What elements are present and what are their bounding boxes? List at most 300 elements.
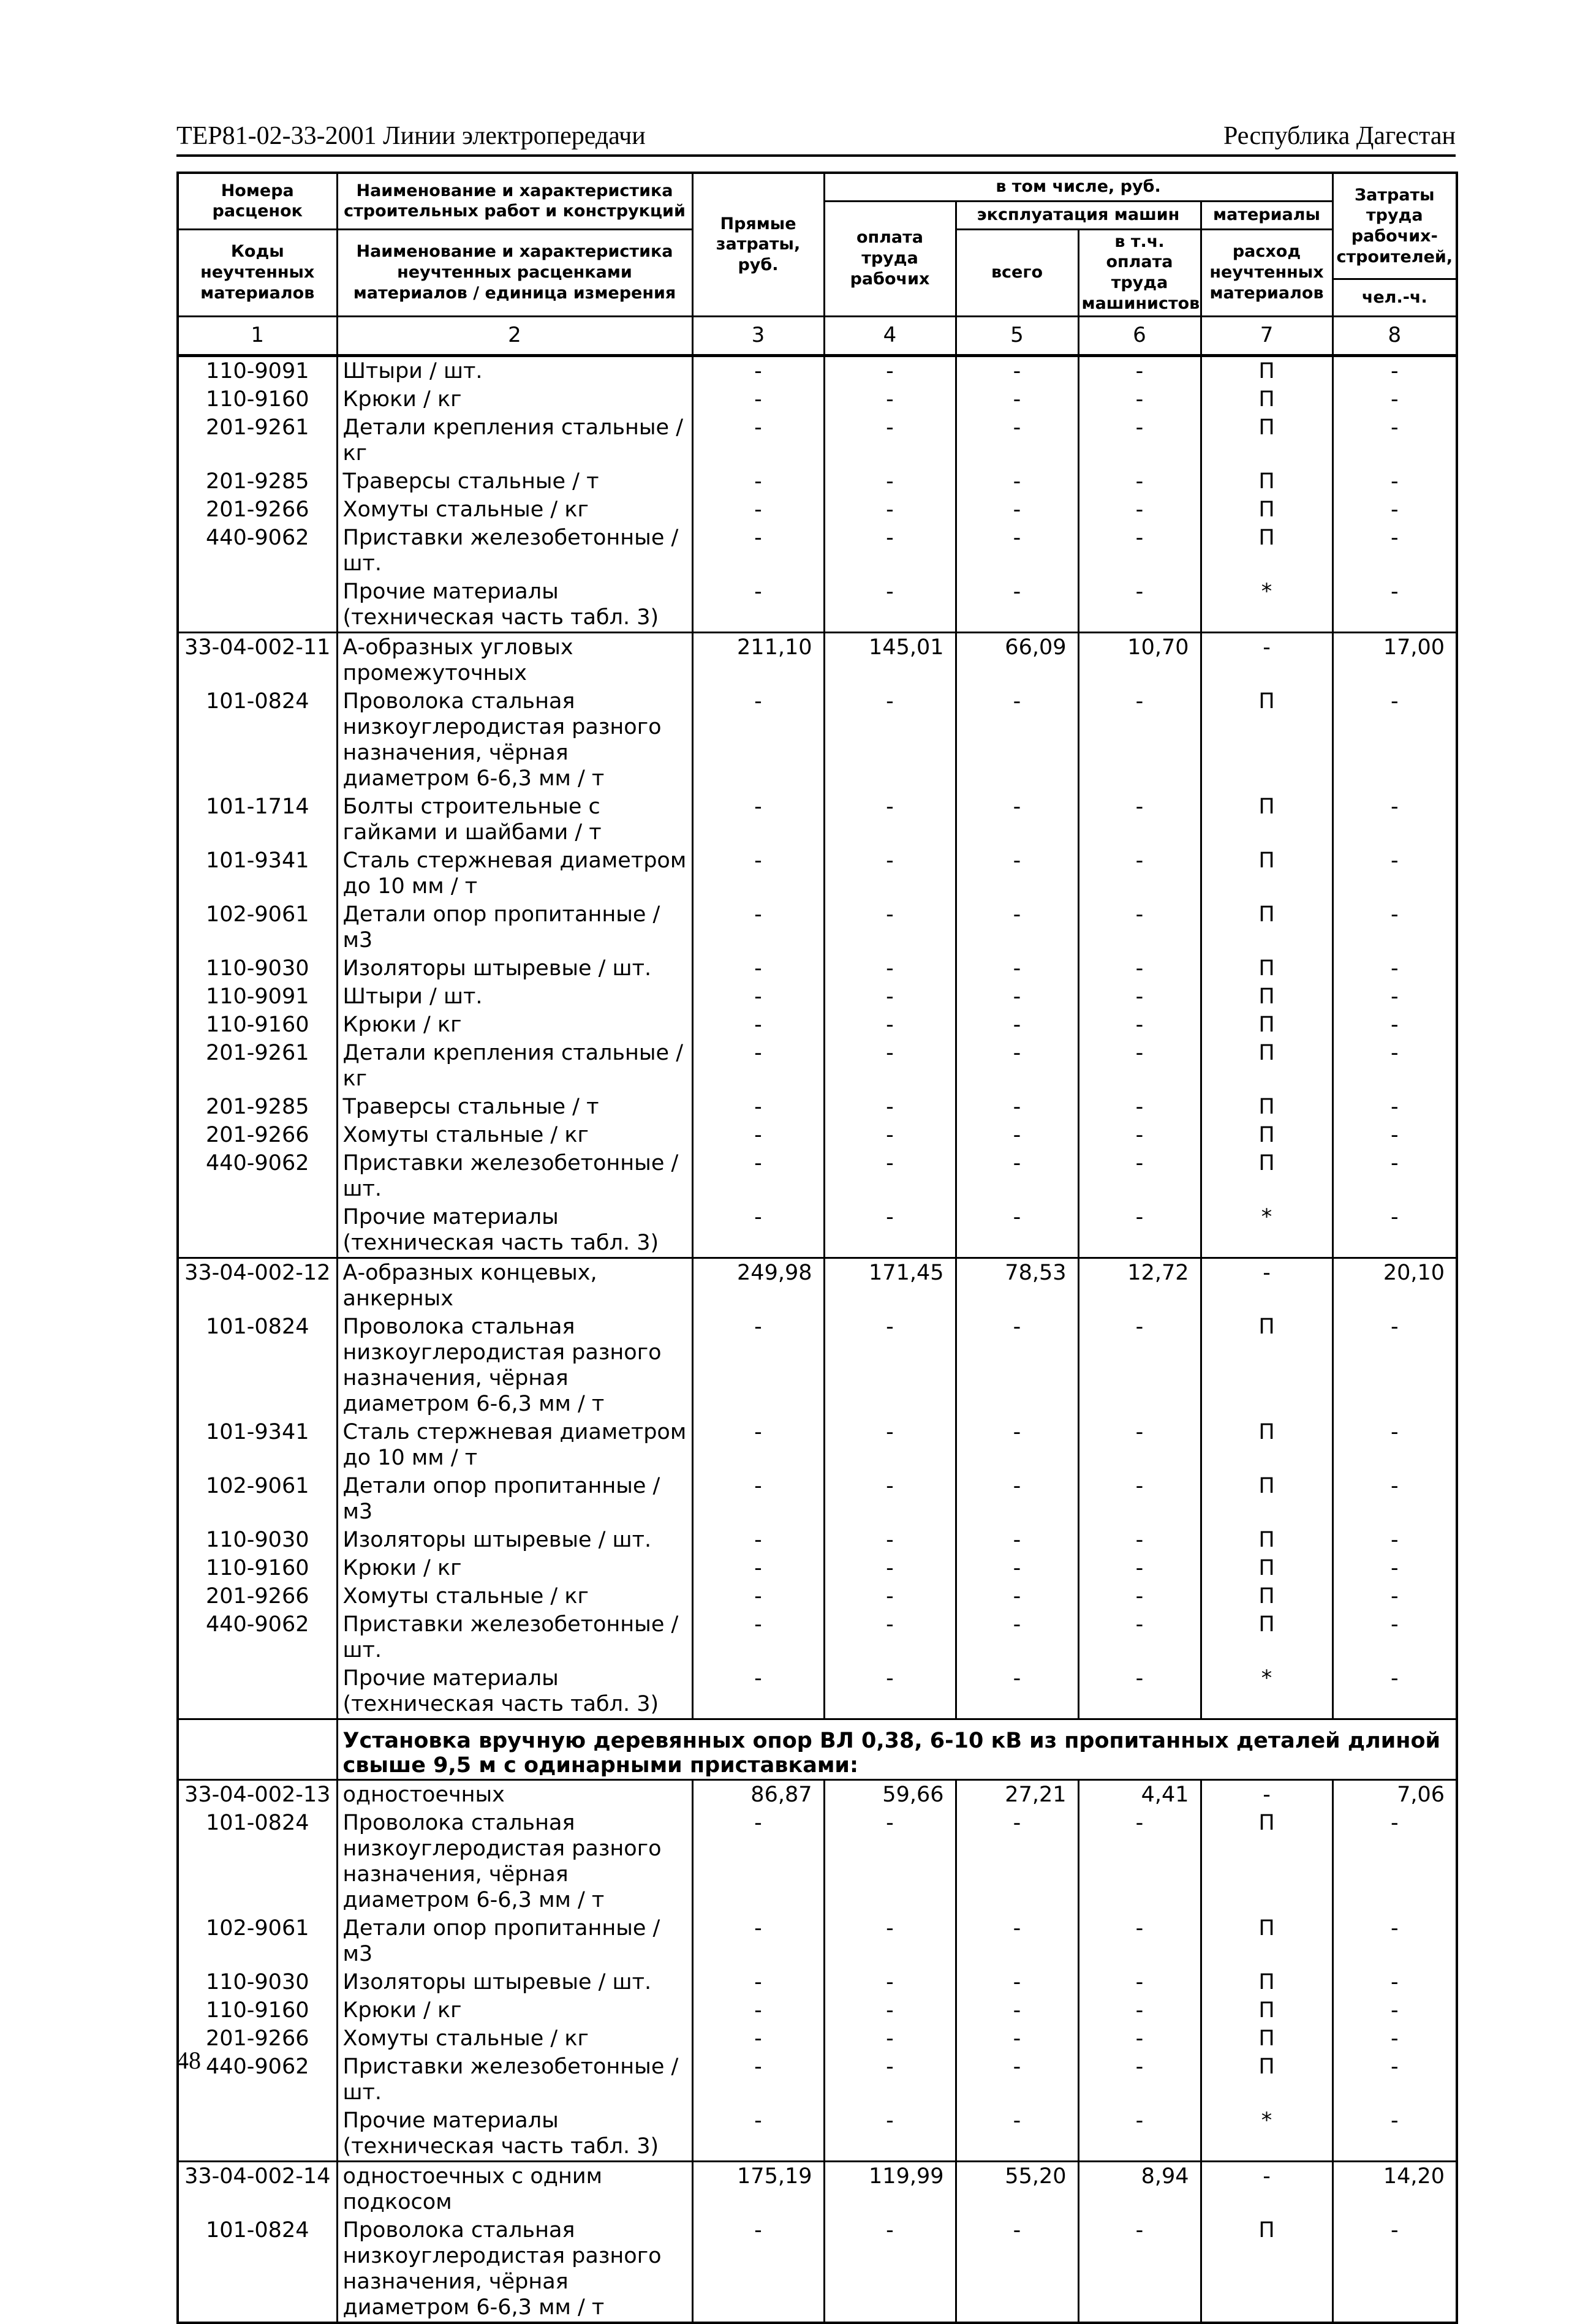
row-code: 101-0824 — [178, 1313, 337, 1418]
row-name: Приставки железобетонные /шт. — [337, 524, 692, 578]
material-row — [178, 1914, 1457, 1968]
labor-pay-cell: - — [824, 793, 956, 847]
machines-total-cell: - — [956, 1149, 1078, 1203]
machines-total-cell: - — [956, 1914, 1078, 1968]
labor-pay-cell: - — [824, 1809, 956, 1914]
labor-costs-cell: - — [1332, 496, 1457, 524]
direct-costs-cell: 175,19 — [692, 2161, 824, 2216]
direct-costs-cell: - — [692, 687, 824, 793]
header-machines-total: всего — [956, 229, 1078, 316]
labor-pay-cell: - — [824, 2053, 956, 2107]
direct-costs-cell: - — [692, 2053, 824, 2107]
column-number: 4 — [824, 316, 956, 355]
machines-total-cell: - — [956, 1664, 1078, 1719]
materials-cell: П — [1201, 1093, 1332, 1121]
machines-total-cell: - — [956, 524, 1078, 578]
machines-operators-cell: - — [1078, 1526, 1201, 1554]
machines-total-cell: - — [956, 847, 1078, 900]
machines-operators-cell: - — [1078, 524, 1201, 578]
labor-costs-cell: - — [1332, 1039, 1457, 1093]
row-name: Штыри / шт. — [337, 355, 692, 385]
header-name-bottom: Наименование и характеристика неучтенных расценками материалов / единица измерения — [337, 229, 692, 316]
labor-pay-cell: - — [824, 954, 956, 983]
row-name: Прочие материалы (техническая часть табл. 3) — [337, 2107, 692, 2162]
row-name: Хомуты стальные / кг — [337, 1121, 692, 1149]
materials-cell: П — [1201, 1313, 1332, 1418]
row-name: Проволока стальная низкоуглеродистая разного назначения, чёрная диаметром 6-6,3 мм / т — [337, 1809, 692, 1914]
labor-costs-cell: - — [1332, 1914, 1457, 1968]
row-code: 201-9266 — [178, 2024, 337, 2053]
labor-pay-cell: - — [824, 900, 956, 954]
material-row — [178, 2053, 1457, 2107]
header-name-top: Наименование и характеристика строительных работ и конструкций — [337, 173, 692, 229]
material-row — [178, 2216, 1457, 2323]
header-labor-pay: оплата труда рабочих — [824, 201, 956, 316]
machines-total-cell: - — [956, 2107, 1078, 2162]
row-name: Детали опор пропитанные / м3 — [337, 1914, 692, 1968]
materials-cell: П — [1201, 1418, 1332, 1472]
labor-costs-cell: - — [1332, 2216, 1457, 2323]
machines-total-cell: 27,21 — [956, 1779, 1078, 1809]
column-number: 6 — [1078, 316, 1201, 355]
row-name: Прочие материалы (техническая часть табл. 3) — [337, 1203, 692, 1258]
direct-costs-cell: - — [692, 1968, 824, 1996]
header-machines: эксплуатация машин — [956, 201, 1201, 229]
labor-costs-cell: - — [1332, 1472, 1457, 1526]
row-code: 201-9285 — [178, 467, 337, 496]
direct-costs-cell: - — [692, 496, 824, 524]
labor-costs-cell: - — [1332, 524, 1457, 578]
row-code: 101-1714 — [178, 793, 337, 847]
row-code — [178, 578, 337, 633]
labor-pay-cell: - — [824, 467, 956, 496]
material-row — [178, 1554, 1457, 1582]
machines-operators-cell: - — [1078, 1011, 1201, 1039]
row-code: 33-04-002-14 — [178, 2161, 337, 2216]
labor-costs-cell: - — [1332, 847, 1457, 900]
labor-pay-cell: - — [824, 385, 956, 413]
material-row — [178, 1968, 1457, 1996]
column-number: 1 — [178, 316, 337, 355]
machines-operators-cell: - — [1078, 467, 1201, 496]
material-row — [178, 1526, 1457, 1554]
document-title: ТЕР81-02-33-2001 Линии электропередачи — [176, 122, 646, 150]
materials-cell: П — [1201, 954, 1332, 983]
materials-cell: * — [1201, 2107, 1332, 2162]
machines-total-cell: - — [956, 900, 1078, 954]
header-labor-unit: чел.-ч. — [1332, 279, 1457, 316]
machines-operators-cell: - — [1078, 355, 1201, 385]
labor-costs-cell: - — [1332, 1582, 1457, 1610]
machines-operators-cell: - — [1078, 2216, 1201, 2323]
machines-total-cell: - — [956, 2053, 1078, 2107]
machines-total-cell: - — [956, 1809, 1078, 1914]
rate-row — [178, 632, 1457, 687]
row-code: 201-9266 — [178, 1121, 337, 1149]
header-materials-consumption: расход неучтенных материалов — [1201, 229, 1332, 316]
labor-pay-cell: - — [824, 355, 956, 385]
row-code — [178, 1203, 337, 1258]
row-code: 110-9160 — [178, 1554, 337, 1582]
machines-total-cell: - — [956, 1472, 1078, 1526]
machines-total-cell: - — [956, 496, 1078, 524]
direct-costs-cell: - — [692, 1664, 824, 1719]
direct-costs-cell: - — [692, 900, 824, 954]
direct-costs-cell: - — [692, 1526, 824, 1554]
machines-total-cell: - — [956, 1011, 1078, 1039]
row-code: 110-9160 — [178, 1996, 337, 2024]
row-name: Изоляторы штыревые / шт. — [337, 1526, 692, 1554]
machines-total-cell: 55,20 — [956, 2161, 1078, 2216]
section-empty-cell — [178, 1719, 337, 1779]
row-code: 101-0824 — [178, 687, 337, 793]
labor-costs-cell: - — [1332, 1610, 1457, 1664]
row-code: 440-9062 — [178, 2053, 337, 2107]
material-row — [178, 687, 1457, 793]
row-name: Изоляторы штыревые / шт. — [337, 954, 692, 983]
machines-operators-cell: - — [1078, 1121, 1201, 1149]
row-name: Крюки / кг — [337, 1011, 692, 1039]
labor-pay-cell: - — [824, 1121, 956, 1149]
labor-pay-cell: - — [824, 1664, 956, 1719]
row-code: 33-04-002-11 — [178, 632, 337, 687]
row-code: 101-0824 — [178, 2216, 337, 2323]
labor-costs-cell: - — [1332, 1149, 1457, 1203]
row-name: Детали крепления стальные / кг — [337, 413, 692, 467]
material-row — [178, 1313, 1457, 1418]
machines-total-cell: - — [956, 954, 1078, 983]
labor-costs-cell: - — [1332, 900, 1457, 954]
machines-total-cell: - — [956, 1968, 1078, 1996]
machines-total-cell: - — [956, 385, 1078, 413]
machines-operators-cell: - — [1078, 1039, 1201, 1093]
labor-costs-cell: - — [1332, 793, 1457, 847]
machines-operators-cell: - — [1078, 1203, 1201, 1258]
material-row — [178, 524, 1457, 578]
materials-cell: П — [1201, 1039, 1332, 1093]
machines-total-cell: - — [956, 2216, 1078, 2323]
column-number: 5 — [956, 316, 1078, 355]
direct-costs-cell: 86,87 — [692, 1779, 824, 1809]
header-materials: материалы — [1201, 201, 1332, 229]
materials-cell: П — [1201, 1011, 1332, 1039]
labor-pay-cell: - — [824, 1526, 956, 1554]
row-code: 440-9062 — [178, 1610, 337, 1664]
direct-costs-cell: - — [692, 1610, 824, 1664]
direct-costs-cell: - — [692, 1093, 824, 1121]
material-row — [178, 1149, 1457, 1203]
materials-cell: - — [1201, 632, 1332, 687]
machines-operators-cell: - — [1078, 1664, 1201, 1719]
labor-costs-cell: - — [1332, 687, 1457, 793]
machines-operators-cell: - — [1078, 1914, 1201, 1968]
row-code: 110-9160 — [178, 385, 337, 413]
row-code — [178, 2107, 337, 2162]
machines-operators-cell: - — [1078, 1554, 1201, 1582]
machines-operators-cell: - — [1078, 1149, 1201, 1203]
column-number: 7 — [1201, 316, 1332, 355]
row-name: Сталь стержневая диаметром до 10 мм / т — [337, 1418, 692, 1472]
labor-costs-cell: - — [1332, 413, 1457, 467]
direct-costs-cell: - — [692, 524, 824, 578]
machines-operators-cell: - — [1078, 578, 1201, 633]
header-codes-bottom: Коды неучтенных материалов — [178, 229, 337, 316]
row-code: 33-04-002-13 — [178, 1779, 337, 1809]
direct-costs-cell: - — [692, 1203, 824, 1258]
labor-costs-cell: - — [1332, 983, 1457, 1011]
row-code: 101-9341 — [178, 1418, 337, 1472]
materials-cell: * — [1201, 578, 1332, 633]
direct-costs-cell: - — [692, 467, 824, 496]
row-name: Приставки железобетонные /шт. — [337, 1610, 692, 1664]
direct-costs-cell: - — [692, 983, 824, 1011]
row-code: 110-9091 — [178, 355, 337, 385]
materials-cell: П — [1201, 1149, 1332, 1203]
materials-cell: П — [1201, 496, 1332, 524]
machines-operators-cell: - — [1078, 496, 1201, 524]
material-row — [178, 467, 1457, 496]
machines-operators-cell: - — [1078, 385, 1201, 413]
direct-costs-cell: - — [692, 1149, 824, 1203]
machines-total-cell: - — [956, 983, 1078, 1011]
labor-pay-cell: - — [824, 1472, 956, 1526]
direct-costs-cell: - — [692, 1039, 824, 1093]
materials-cell: П — [1201, 1121, 1332, 1149]
labor-pay-cell: - — [824, 578, 956, 633]
machines-operators-cell: - — [1078, 687, 1201, 793]
row-code: 201-9285 — [178, 1093, 337, 1121]
labor-pay-cell: - — [824, 687, 956, 793]
materials-cell: - — [1201, 1258, 1332, 1313]
machines-operators-cell: - — [1078, 1968, 1201, 1996]
machines-total-cell: 78,53 — [956, 1258, 1078, 1313]
row-code: 102-9061 — [178, 1472, 337, 1526]
materials-cell: П — [1201, 1996, 1332, 2024]
row-code: 101-0824 — [178, 1809, 337, 1914]
materials-cell: П — [1201, 1472, 1332, 1526]
machines-total-cell: - — [956, 1582, 1078, 1610]
machines-operators-cell: - — [1078, 954, 1201, 983]
machines-total-cell: - — [956, 355, 1078, 385]
machines-total-cell: - — [956, 1526, 1078, 1554]
materials-cell: П — [1201, 900, 1332, 954]
row-name: А-образных угловых промежуточных — [337, 632, 692, 687]
machines-operators-cell: - — [1078, 2053, 1201, 2107]
labor-costs-cell: 7,06 — [1332, 1779, 1457, 1809]
material-row — [178, 1011, 1457, 1039]
machines-operators-cell: - — [1078, 1582, 1201, 1610]
material-row — [178, 496, 1457, 524]
materials-cell: П — [1201, 2053, 1332, 2107]
materials-cell: * — [1201, 1203, 1332, 1258]
material-row — [178, 793, 1457, 847]
machines-total-cell: - — [956, 793, 1078, 847]
machines-total-cell: 66,09 — [956, 632, 1078, 687]
section-heading: Установка вручную деревянных опор ВЛ 0,38, 6-10 кВ из пропитанных деталей длиной свыше 9,5 м с одинарными приставками: — [337, 1719, 1457, 1779]
material-row — [178, 847, 1457, 900]
direct-costs-cell: - — [692, 1996, 824, 2024]
direct-costs-cell: - — [692, 847, 824, 900]
row-code: 110-9030 — [178, 1526, 337, 1554]
labor-costs-cell: - — [1332, 1526, 1457, 1554]
row-name: Изоляторы штыревые / шт. — [337, 1968, 692, 1996]
labor-pay-cell: - — [824, 1996, 956, 2024]
materials-cell: П — [1201, 2216, 1332, 2323]
materials-cell: П — [1201, 793, 1332, 847]
machines-total-cell: - — [956, 1093, 1078, 1121]
direct-costs-cell: - — [692, 1418, 824, 1472]
machines-operators-cell: - — [1078, 1610, 1201, 1664]
row-name: Детали опор пропитанные / м3 — [337, 900, 692, 954]
material-row — [178, 1093, 1457, 1121]
header-codes-top: Номера расценок — [178, 173, 337, 229]
direct-costs-cell: 249,98 — [692, 1258, 824, 1313]
material-row — [178, 1121, 1457, 1149]
labor-costs-cell: - — [1332, 1809, 1457, 1914]
labor-pay-cell: - — [824, 1011, 956, 1039]
direct-costs-cell: - — [692, 2216, 824, 2323]
labor-pay-cell: 59,66 — [824, 1779, 956, 1809]
header-machines-operators: в т.ч. оплата труда машинистов — [1078, 229, 1201, 316]
machines-operators-cell: - — [1078, 1418, 1201, 1472]
labor-costs-cell: - — [1332, 954, 1457, 983]
rate-row — [178, 1779, 1457, 1809]
labor-pay-cell: - — [824, 2216, 956, 2323]
section-heading-row — [178, 1719, 1457, 1779]
material-row — [178, 1203, 1457, 1258]
labor-pay-cell: 171,45 — [824, 1258, 956, 1313]
direct-costs-cell: - — [692, 954, 824, 983]
row-code: 102-9061 — [178, 1914, 337, 1968]
machines-total-cell: - — [956, 1313, 1078, 1418]
labor-costs-cell: 17,00 — [1332, 632, 1457, 687]
labor-costs-cell: - — [1332, 1121, 1457, 1149]
machines-total-cell: - — [956, 1554, 1078, 1582]
row-code: 110-9160 — [178, 1011, 337, 1039]
labor-costs-cell: - — [1332, 1968, 1457, 1996]
row-name: Приставки железобетонные /шт. — [337, 1149, 692, 1203]
row-name: Траверсы стальные / т — [337, 1093, 692, 1121]
direct-costs-cell: - — [692, 1472, 824, 1526]
labor-pay-cell: - — [824, 1149, 956, 1203]
direct-costs-cell: - — [692, 1313, 824, 1418]
direct-costs-cell: 211,10 — [692, 632, 824, 687]
machines-operators-cell: - — [1078, 900, 1201, 954]
table-body — [178, 355, 1457, 2323]
labor-costs-cell: - — [1332, 578, 1457, 633]
row-code: 201-9261 — [178, 1039, 337, 1093]
machines-operators-cell: - — [1078, 2024, 1201, 2053]
machines-total-cell: - — [956, 1996, 1078, 2024]
row-name: Проволока стальная низкоуглеродистая разного назначения, чёрная диаметром 6-6,3 мм / т — [337, 2216, 692, 2323]
labor-costs-cell: - — [1332, 1554, 1457, 1582]
materials-cell: П — [1201, 1914, 1332, 1968]
column-number: 3 — [692, 316, 824, 355]
labor-costs-cell: - — [1332, 2107, 1457, 2162]
material-row — [178, 983, 1457, 1011]
direct-costs-cell: - — [692, 2107, 824, 2162]
row-name: Детали опор пропитанные / м3 — [337, 1472, 692, 1526]
materials-cell: П — [1201, 1554, 1332, 1582]
row-name: Сталь стержневая диаметром до 10 мм / т — [337, 847, 692, 900]
materials-cell: * — [1201, 1664, 1332, 1719]
materials-cell: П — [1201, 385, 1332, 413]
material-row — [178, 2107, 1457, 2162]
labor-costs-cell: 14,20 — [1332, 2161, 1457, 2216]
material-row — [178, 1039, 1457, 1093]
row-name: Проволока стальная низкоуглеродистая разного назначения, чёрная диаметром 6-6,3 мм / т — [337, 687, 692, 793]
materials-cell: П — [1201, 1526, 1332, 1554]
row-name: Болты строительные с гайками и шайбами / т — [337, 793, 692, 847]
materials-cell: П — [1201, 1809, 1332, 1914]
labor-pay-cell: - — [824, 1554, 956, 1582]
row-code: 101-9341 — [178, 847, 337, 900]
labor-costs-cell: - — [1332, 1313, 1457, 1418]
direct-costs-cell: - — [692, 1809, 824, 1914]
machines-total-cell: - — [956, 1203, 1078, 1258]
material-row — [178, 2024, 1457, 2053]
row-code — [178, 1664, 337, 1719]
header-labor-costs: Затраты труда рабочих-строителей, — [1332, 173, 1457, 279]
material-row — [178, 355, 1457, 385]
row-name: Штыри / шт. — [337, 983, 692, 1011]
machines-operators-cell: - — [1078, 2107, 1201, 2162]
machines-operators-cell: 10,70 — [1078, 632, 1201, 687]
machines-operators-cell: - — [1078, 1093, 1201, 1121]
material-row — [178, 1610, 1457, 1664]
rates-table — [176, 172, 1458, 2324]
direct-costs-cell: - — [692, 793, 824, 847]
machines-operators-cell: - — [1078, 1996, 1201, 2024]
labor-pay-cell: - — [824, 1093, 956, 1121]
machines-total-cell: - — [956, 578, 1078, 633]
labor-pay-cell: - — [824, 1418, 956, 1472]
materials-cell: - — [1201, 2161, 1332, 2216]
material-row — [178, 1809, 1457, 1914]
row-name: Хомуты стальные / кг — [337, 496, 692, 524]
row-code: 201-9266 — [178, 496, 337, 524]
row-name: Прочие материалы (техническая часть табл. 3) — [337, 1664, 692, 1719]
labor-costs-cell: - — [1332, 1418, 1457, 1472]
row-name: Прочие материалы (техническая часть табл. 3) — [337, 578, 692, 633]
material-row — [178, 1996, 1457, 2024]
row-name: Приставки железобетонные /шт. — [337, 2053, 692, 2107]
labor-pay-cell: - — [824, 524, 956, 578]
labor-pay-cell: - — [824, 1914, 956, 1968]
direct-costs-cell: - — [692, 1914, 824, 1968]
row-code: 102-9061 — [178, 900, 337, 954]
row-name: А-образных концевых, анкерных — [337, 1258, 692, 1313]
row-name: Крюки / кг — [337, 1996, 692, 2024]
labor-costs-cell: - — [1332, 355, 1457, 385]
page-number: 48 — [176, 2047, 201, 2074]
labor-costs-cell: - — [1332, 1093, 1457, 1121]
material-row — [178, 1418, 1457, 1472]
machines-total-cell: - — [956, 1610, 1078, 1664]
materials-cell: П — [1201, 413, 1332, 467]
labor-costs-cell: - — [1332, 1011, 1457, 1039]
direct-costs-cell: - — [692, 413, 824, 467]
direct-costs-cell: - — [692, 578, 824, 633]
material-row — [178, 1664, 1457, 1719]
machines-total-cell: - — [956, 1039, 1078, 1093]
material-row — [178, 954, 1457, 983]
labor-costs-cell: - — [1332, 2024, 1457, 2053]
row-code: 110-9030 — [178, 1968, 337, 1996]
machines-operators-cell: 8,94 — [1078, 2161, 1201, 2216]
labor-costs-cell: 20,10 — [1332, 1258, 1457, 1313]
row-name: Траверсы стальные / т — [337, 467, 692, 496]
